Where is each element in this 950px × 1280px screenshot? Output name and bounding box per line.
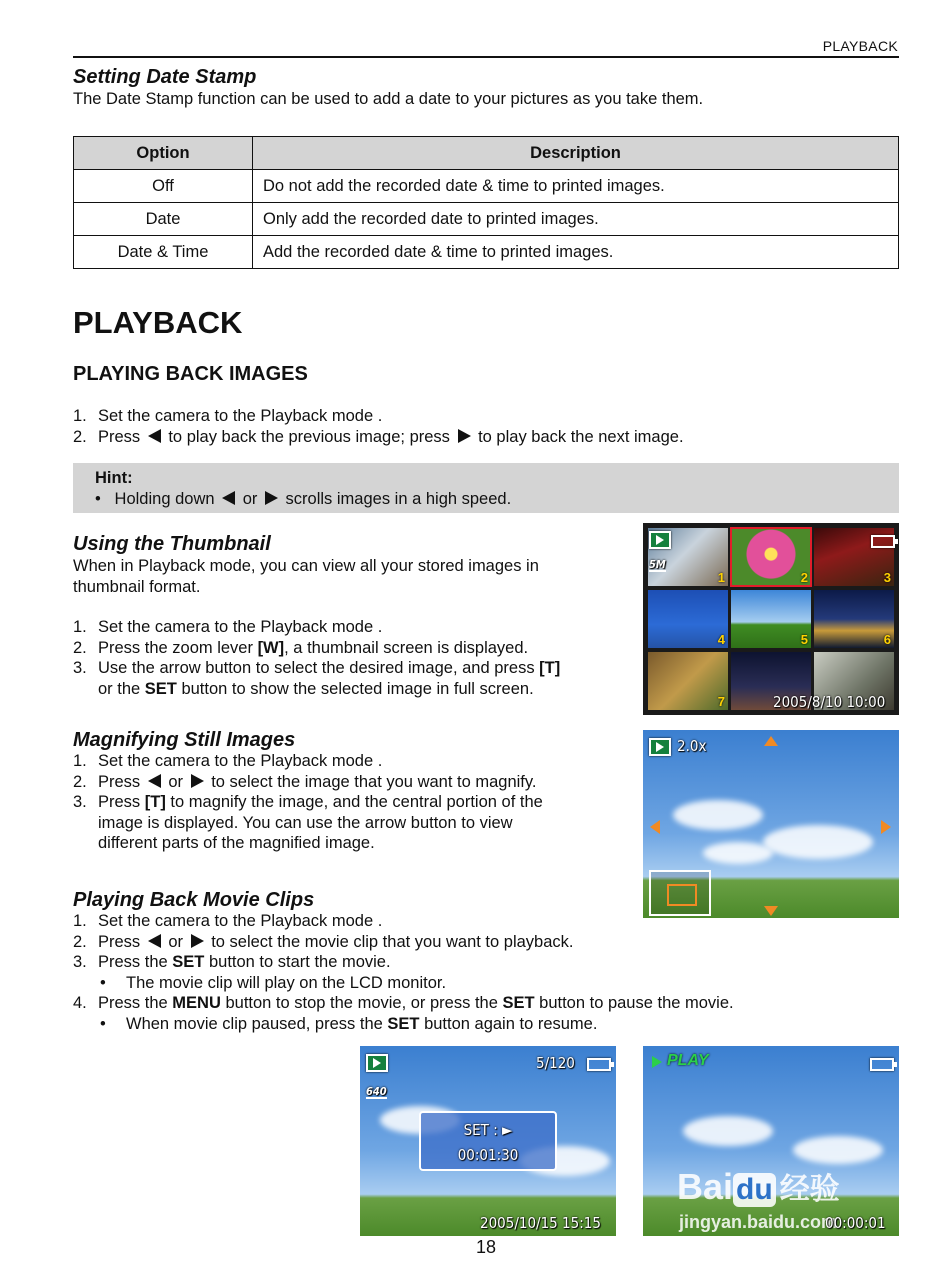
list-item: [73, 772, 633, 793]
right-arrow-icon: [881, 820, 891, 834]
movie-elapsed-time: 00:01:30: [457, 1146, 519, 1164]
step-number: 1.: [73, 407, 87, 425]
zoom-level: 2.0x: [677, 737, 707, 755]
video-resolution-badge: 640: [366, 1085, 387, 1098]
step-key: [T]: [539, 659, 561, 678]
battery-icon: [870, 1058, 894, 1071]
battery-icon: [587, 1058, 611, 1071]
list-item: [73, 427, 893, 448]
step-text: Press the: [98, 994, 173, 1013]
list-item: [73, 638, 633, 659]
table-cell-option: Date: [74, 203, 253, 236]
thumbnail-image: [731, 590, 811, 648]
list-item: [73, 813, 633, 834]
list-item: [73, 792, 633, 813]
thumbnail-number: 5: [800, 632, 808, 647]
magnify-screen: [643, 730, 899, 918]
step-number: 2.: [73, 772, 87, 791]
watermark-url: jingyan.baidu.com: [679, 1212, 838, 1232]
table-cell-description: Only add the recorded date to printed images.: [253, 203, 899, 236]
thumbnail-number: 6: [883, 632, 891, 647]
set-resume-label: SET : ►: [463, 1121, 513, 1139]
step-number: 3.: [73, 659, 87, 678]
step-text: Press: [98, 427, 145, 446]
thumbnail-number: 2: [800, 570, 808, 585]
step-text: to select the image that you want to magnify.: [206, 772, 537, 791]
file-counter: 5/120: [536, 1054, 575, 1072]
cloud-shape: [683, 1116, 773, 1146]
list-item: [73, 617, 633, 638]
step-text: to select the movie clip that you want to playback.: [206, 932, 574, 951]
movie-playing-screen: [643, 1046, 899, 1236]
step-text: to play back the next image.: [473, 427, 684, 446]
step-text: or: [163, 932, 188, 951]
step-text: Press: [98, 793, 145, 812]
date-stamp-table: [73, 136, 899, 269]
up-arrow-icon: [764, 736, 778, 746]
hint-text: [95, 490, 511, 509]
movie-paused-dialog: [419, 1111, 557, 1171]
step-text: image is displayed. You can use the arrow button to view: [98, 813, 513, 832]
thumbnail-screen: [643, 523, 899, 715]
bullet: •: [100, 973, 106, 992]
hint-box: [73, 463, 899, 513]
list-item: [73, 993, 913, 1014]
thumbnail-image: [814, 590, 894, 648]
step-number: 4.: [73, 994, 87, 1013]
list-item: [73, 952, 913, 973]
thumbnail-number: 7: [717, 694, 725, 709]
step-key: [T]: [144, 793, 166, 812]
table-row: [74, 236, 899, 269]
zoom-navigator: [649, 870, 711, 916]
left-arrow-icon: [148, 774, 161, 788]
step-key: [W]: [257, 638, 285, 657]
step-text: Use the arrow button to select the desired image, and press: [98, 659, 540, 678]
thumbnail-image-selected: [731, 528, 811, 586]
step-number: 2.: [73, 427, 87, 446]
thumbnail-intro: [73, 556, 539, 597]
image-size-badge: 5M: [649, 558, 666, 571]
date-stamp-title: Setting Date Stamp: [73, 66, 257, 88]
step-key: MENU: [172, 994, 221, 1013]
left-arrow-icon: [148, 429, 161, 443]
cloud-shape: [703, 842, 773, 864]
movie-play-time: 00:00:01: [825, 1214, 886, 1232]
step-key: SET: [387, 1014, 420, 1033]
step-text: button to stop the movie, or press the: [220, 994, 503, 1013]
step-text: , a thumbnail screen is displayed.: [284, 638, 529, 657]
step-text: to play back the previous image; press: [163, 427, 455, 446]
page-number: 18: [476, 1237, 497, 1257]
hint-text-part: scrolls images in a high speed.: [280, 490, 512, 508]
step-number: 3.: [73, 793, 87, 812]
thumbnail-title: Using the Thumbnail: [73, 533, 271, 555]
step-text: Set the camera to the Playback mode .: [98, 912, 383, 930]
cloud-shape: [673, 800, 763, 830]
step-text: Press the: [98, 953, 173, 972]
playback-mode-icon: [649, 738, 671, 756]
step-number: 3.: [73, 953, 87, 972]
hint-text-part: Holding down: [114, 490, 220, 508]
list-item: [73, 911, 913, 932]
play-icon: [652, 1056, 662, 1068]
step-text: Set the camera to the Playback mode .: [98, 618, 383, 636]
movie-datetime: 2005/10/15 15:15: [480, 1214, 601, 1232]
hint-label: Hint:: [95, 469, 133, 487]
step-text: Press: [98, 932, 145, 951]
watermark-cn-text: 经验: [779, 1173, 840, 1206]
table-header-description: Description: [253, 137, 899, 170]
step-text: Press the zoom lever: [98, 638, 258, 657]
table-header-row: [74, 137, 899, 170]
left-arrow-icon: [148, 934, 161, 948]
step-text: button to pause the movie.: [534, 994, 734, 1013]
thumbnail-intro-line: When in Playback mode, you can view all your stored images in: [73, 557, 539, 575]
step-text: or the: [98, 679, 145, 698]
table-cell-option: Off: [74, 170, 253, 203]
left-arrow-icon: [222, 491, 235, 505]
right-arrow-icon: [458, 429, 471, 443]
step-text: button to start the movie.: [204, 953, 391, 972]
thumbnail-number: 3: [883, 570, 891, 585]
list-item: [73, 973, 913, 994]
step-text: The movie clip will play on the LCD monitor.: [126, 973, 447, 992]
step-text: or: [163, 772, 188, 791]
magnify-title: Magnifying Still Images: [73, 729, 296, 751]
thumbnail-image: [648, 590, 728, 648]
step-key: SET: [172, 953, 205, 972]
step-text: Set the camera to the Playback mode .: [98, 407, 383, 425]
list-item: [73, 406, 893, 427]
list-item: [73, 1014, 913, 1035]
step-number: 2.: [73, 932, 87, 951]
magnify-steps: [73, 751, 633, 854]
cloud-shape: [763, 825, 873, 859]
step-number: 1.: [73, 752, 87, 770]
cloud-shape: [793, 1136, 883, 1164]
zoom-viewport-indicator: [667, 884, 697, 906]
table-cell-option: Date & Time: [74, 236, 253, 269]
step-text: Set the camera to the Playback mode .: [98, 752, 383, 770]
step-text: to magnify the image, and the central portion of the: [165, 793, 543, 812]
step-key: SET: [144, 679, 177, 698]
battery-icon: [871, 535, 895, 548]
hint-text-part: or: [238, 490, 262, 508]
playback-steps: [73, 406, 893, 447]
table-cell-description: Do not add the recorded date & time to printed images.: [253, 170, 899, 203]
step-text: button again to resume.: [419, 1014, 598, 1033]
watermark-logo-text: Bai: [677, 1166, 734, 1207]
thumbnail-image: [648, 652, 728, 710]
movie-steps: [73, 911, 913, 1035]
left-arrow-icon: [650, 820, 660, 834]
table-row: [74, 203, 899, 236]
hint-bullet: •: [95, 490, 101, 508]
watermark-logo: [677, 1164, 840, 1208]
right-arrow-icon: [191, 774, 204, 788]
movie-paused-screen: [360, 1046, 616, 1236]
step-number: 2.: [73, 638, 87, 657]
playback-mode-icon: [649, 531, 671, 549]
thumbnail-intro-line: thumbnail format.: [73, 577, 201, 596]
step-text: different parts of the magnified image.: [98, 834, 375, 853]
list-item: [73, 833, 633, 854]
thumbnail-number: 1: [717, 570, 725, 585]
right-arrow-icon: [265, 491, 278, 505]
running-header: PLAYBACK: [822, 38, 898, 54]
table-header-option: Option: [74, 137, 253, 170]
step-text: Press: [98, 772, 145, 791]
right-arrow-icon: [191, 934, 204, 948]
header-rule: [73, 56, 899, 58]
paw-icon: du: [733, 1173, 776, 1207]
step-text: When movie clip paused, press the: [126, 1014, 388, 1033]
table-row: [74, 170, 899, 203]
step-number: 1.: [73, 618, 87, 636]
play-status-label: PLAY: [667, 1052, 709, 1069]
playback-mode-icon: [366, 1054, 388, 1072]
list-item: [73, 751, 633, 772]
list-item: [73, 932, 913, 953]
thumbnail-number: 4: [717, 632, 725, 647]
step-key: SET: [502, 994, 535, 1013]
thumbnail-steps: [73, 617, 633, 699]
step-number: 1.: [73, 912, 87, 930]
bullet: •: [100, 1014, 106, 1033]
movie-title: Playing Back Movie Clips: [73, 889, 315, 911]
thumbnail-datetime: 2005/8/10 10:00: [773, 693, 886, 711]
playback-title: PLAYBACK: [73, 305, 243, 340]
step-text: button to show the selected image in full screen.: [176, 679, 534, 698]
list-item: [73, 679, 633, 700]
list-item: [73, 658, 633, 679]
table-cell-description: Add the recorded date & time to printed images.: [253, 236, 899, 269]
playback-subtitle: PLAYING BACK IMAGES: [73, 363, 308, 385]
date-stamp-intro: The Date Stamp function can be used to add a date to your pictures as you take them.: [73, 90, 704, 108]
